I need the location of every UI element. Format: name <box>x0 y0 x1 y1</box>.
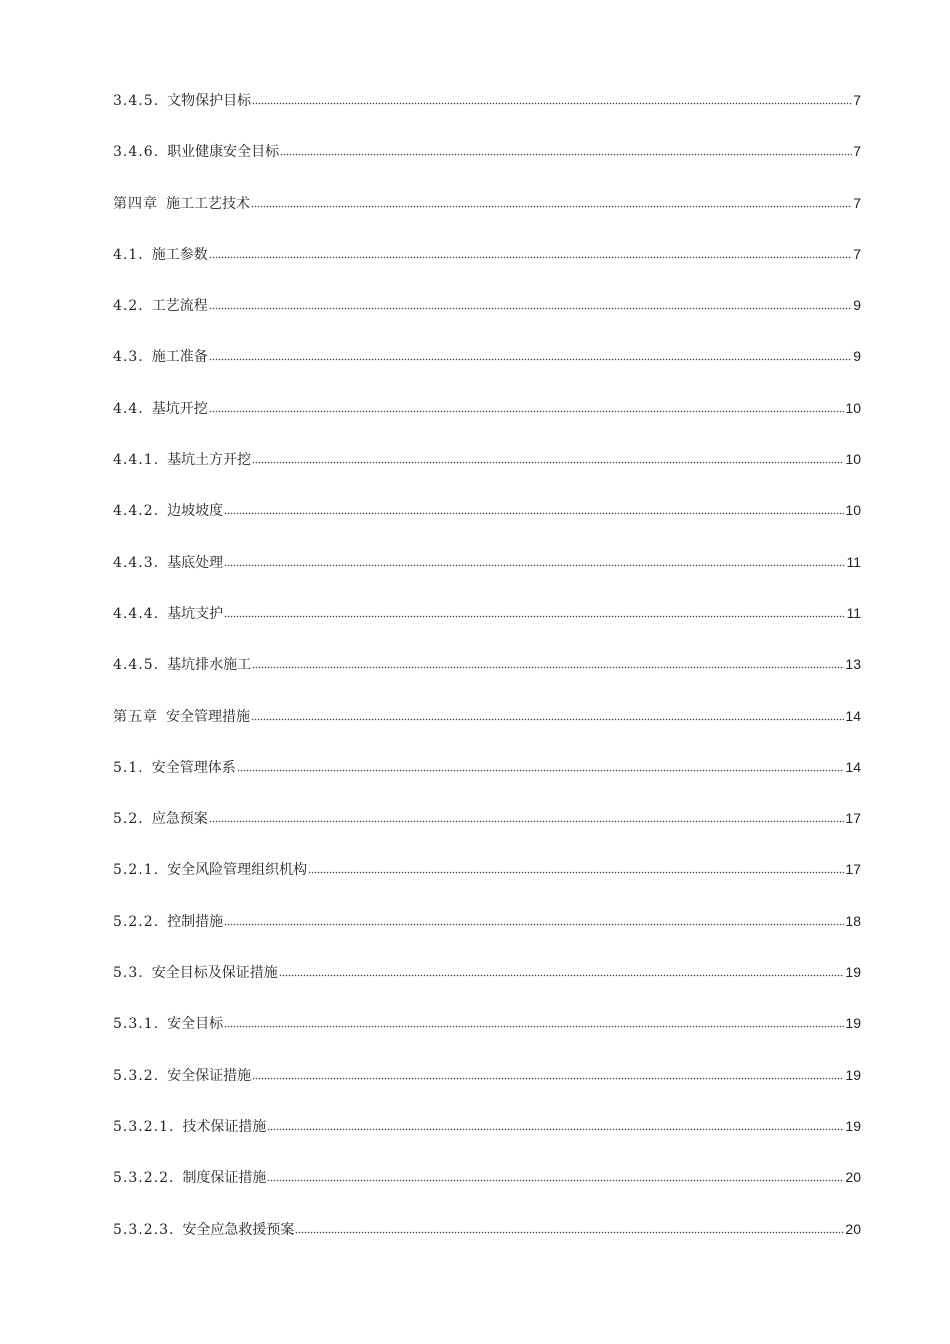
toc-entry-page-number: 10 <box>845 451 861 468</box>
toc-entry-page-number: 17 <box>845 810 861 827</box>
toc-entry-number: 4.4.1. <box>113 452 160 469</box>
dot-leader <box>252 450 844 464</box>
toc-entry-number: 5.3.1. <box>113 1016 160 1033</box>
dot-leader <box>295 1220 844 1234</box>
toc-entry-page-number: 18 <box>845 912 861 929</box>
toc-entry-title: 安全目标 <box>167 1016 224 1033</box>
toc-entry-number: 5.3.2.1. <box>113 1118 175 1135</box>
toc-entry-page-number: 11 <box>846 553 861 570</box>
toc-entry-title: 边坡坡度 <box>167 503 224 520</box>
toc-entry[interactable] <box>113 650 861 701</box>
toc-entry-number: 5.3.2.2. <box>113 1170 175 1187</box>
toc-entry[interactable] <box>113 1009 861 1060</box>
dot-leader <box>224 912 844 926</box>
toc-entry-title: 应急预案 <box>151 811 208 828</box>
toc-entry-page-number: 10 <box>845 399 861 416</box>
toc-entry[interactable] <box>113 958 861 1009</box>
dot-leader <box>251 707 844 721</box>
toc-entry-number: 5.1. <box>113 759 144 776</box>
toc-entry-title: 施工工艺技术 <box>166 195 250 212</box>
dot-leader <box>267 1168 844 1182</box>
toc-entry-page-number: 20 <box>845 1220 861 1237</box>
toc-entry-title: 安全应急救援预案 <box>182 1221 295 1238</box>
toc-entry-number: 5.2.1. <box>113 862 160 879</box>
toc-entry-title: 制度保证措施 <box>182 1170 267 1187</box>
dot-leader <box>224 553 845 567</box>
toc-entry-title: 基坑开挖 <box>151 400 208 417</box>
toc-entry[interactable] <box>113 189 861 240</box>
toc-entry[interactable] <box>113 240 861 291</box>
dot-leader <box>209 809 845 823</box>
toc-entry-title: 基底处理 <box>167 554 224 571</box>
toc-entry-page-number: 7 <box>853 245 861 262</box>
toc-entry[interactable] <box>113 445 861 496</box>
toc-entry-title: 职业健康安全目标 <box>167 144 280 161</box>
toc-entry[interactable] <box>113 753 861 804</box>
toc-entry[interactable] <box>113 855 861 906</box>
toc-entry-number: 4.1. <box>113 246 144 263</box>
toc-entry-title: 基坑排水施工 <box>167 657 252 674</box>
toc-entry-title: 施工准备 <box>151 349 208 366</box>
toc-entry-number: 3.4.5. <box>113 93 160 109</box>
toc-entry-page-number: 19 <box>845 1066 861 1083</box>
toc-entry[interactable] <box>113 1163 861 1214</box>
toc-entry-page-number: 19 <box>845 1015 861 1032</box>
toc-entry[interactable] <box>113 86 861 137</box>
toc-entry[interactable] <box>113 599 861 650</box>
toc-entry-title: 安全风险管理组织机构 <box>167 862 308 879</box>
dot-leader <box>252 1066 844 1080</box>
toc-entry-number: 4.4.3. <box>113 554 160 571</box>
toc-entry-page-number: 10 <box>845 502 861 519</box>
toc-entry-title: 工艺流程 <box>151 298 208 315</box>
toc-entry-title: 施工参数 <box>151 246 208 263</box>
toc-entry[interactable] <box>113 907 861 958</box>
dot-leader <box>252 655 844 669</box>
toc-entry-page-number: 20 <box>845 1169 861 1186</box>
dot-leader <box>251 194 852 208</box>
table-of-contents <box>113 86 861 1266</box>
dot-leader <box>209 245 852 259</box>
toc-entry-number: 5.2.2. <box>113 913 160 930</box>
toc-entry-page-number: 14 <box>845 758 861 775</box>
toc-entry-number: 4.4. <box>113 400 144 417</box>
toc-entry-page-number: 13 <box>845 656 861 673</box>
toc-entry-number: 4.3. <box>113 349 144 366</box>
toc-entry-page-number: 9 <box>853 348 861 365</box>
toc-entry[interactable] <box>113 702 861 753</box>
toc-entry-page-number: 7 <box>853 194 861 211</box>
toc-entry-page-number: 11 <box>846 604 861 621</box>
toc-entry-title: 安全保证措施 <box>167 1067 252 1084</box>
toc-entry-title: 文物保护目标 <box>167 93 252 109</box>
toc-entry[interactable] <box>113 548 861 599</box>
toc-entry[interactable] <box>113 1112 861 1163</box>
toc-entry[interactable] <box>113 804 861 855</box>
toc-entry[interactable] <box>113 496 861 547</box>
toc-entry-title: 控制措施 <box>167 913 224 930</box>
dot-leader <box>308 860 844 874</box>
toc-entry-title: 基坑土方开挖 <box>167 452 252 469</box>
dot-leader <box>237 758 845 772</box>
toc-entry-number: 4.4.4. <box>113 605 160 622</box>
toc-entry-number: 第五章 <box>113 708 158 725</box>
toc-entry-number: 5.3. <box>113 965 144 982</box>
toc-entry-title: 基坑支护 <box>167 605 224 622</box>
dot-leader <box>209 399 845 413</box>
toc-entry-title: 安全管理体系 <box>151 759 236 776</box>
dot-leader <box>267 1117 844 1131</box>
dot-leader <box>224 501 844 515</box>
toc-entry-page-number: 14 <box>845 707 861 724</box>
toc-entry-title: 安全管理措施 <box>166 708 250 725</box>
toc-entry-title: 安全目标及保证措施 <box>151 965 278 982</box>
dot-leader <box>252 91 852 105</box>
toc-entry[interactable] <box>113 1061 861 1112</box>
toc-entry-number: 4.4.5. <box>113 657 160 674</box>
dot-leader <box>280 142 852 156</box>
toc-entry[interactable] <box>113 291 861 342</box>
toc-entry-page-number: 17 <box>845 861 861 878</box>
dot-leader <box>224 1014 844 1028</box>
toc-entry[interactable] <box>113 342 861 393</box>
toc-entry-page-number: 19 <box>845 964 861 981</box>
toc-entry-number: 5.3.2.3. <box>113 1221 175 1238</box>
toc-entry[interactable] <box>113 394 861 445</box>
toc-entry-page-number: 7 <box>853 143 861 160</box>
toc-entry-page-number: 7 <box>853 92 861 108</box>
toc-entry-number: 4.4.2. <box>113 503 160 520</box>
dot-leader <box>209 296 852 310</box>
toc-entry-number: 3.4.6. <box>113 144 160 161</box>
dot-leader <box>279 963 845 977</box>
dot-leader <box>224 604 845 618</box>
toc-entry[interactable] <box>113 137 861 188</box>
toc-entry-page-number: 9 <box>853 297 861 314</box>
toc-entry[interactable] <box>113 1215 861 1266</box>
toc-entry-number: 第四章 <box>113 195 158 212</box>
toc-entry-number: 5.3.2. <box>113 1067 160 1084</box>
toc-entry-number: 5.2. <box>113 811 144 828</box>
dot-leader <box>209 347 852 361</box>
toc-entry-number: 4.2. <box>113 298 144 315</box>
toc-entry-title: 技术保证措施 <box>182 1118 267 1135</box>
toc-entry-page-number: 19 <box>845 1117 861 1134</box>
